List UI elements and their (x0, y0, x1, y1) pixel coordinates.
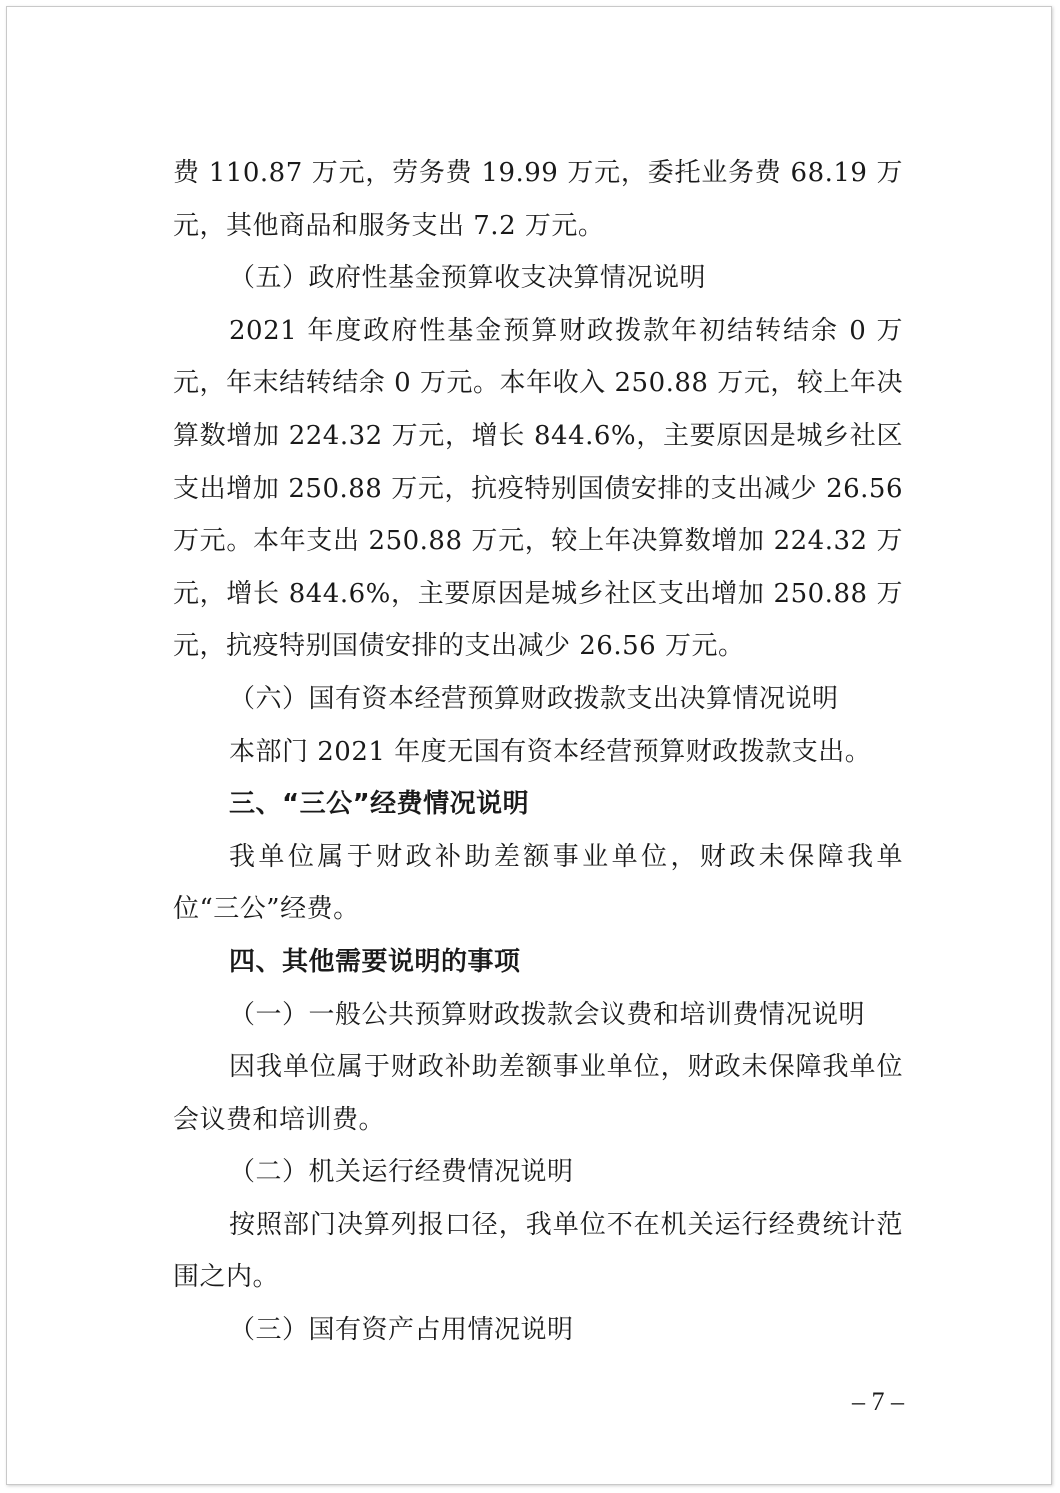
paragraph-state-capital: 本部门 2021 年度无国有资本经营预算财政拨款支出。 (229, 736, 872, 767)
page (6, 6, 1052, 1485)
subheading-state-assets: （三）国有资产占用情况说明 (229, 1315, 574, 1346)
subheading-operating-expenses: （二）机关运行经费情况说明 (229, 1157, 574, 1188)
subheading-meeting-training: （一）一般公共预算财政拨款会议费和培训费情况说明 (229, 999, 866, 1030)
subheading-state-capital: （六）国有资本经营预算财政拨款支出决算情况说明 (229, 683, 839, 714)
paragraph-meeting-training: 因我单位属于财政补助差额事业单位，财政未保障我单位会议费和培训费。 (173, 1052, 903, 1135)
paragraph-expense-continuation: 费 110.87 万元，劳务费 19.99 万元，委托业务费 68.19 万元，其他商品和服务支出 7.2 万元。 (173, 158, 903, 241)
paragraph-three-public: 我单位属于财政补助差额事业单位，财政未保障我单位“三公”经费。 (173, 841, 903, 925)
heading-other-matters: 四、其他需要说明的事项 (229, 946, 521, 977)
subheading-government-fund: （五）政府性基金预算收支决算情况说明 (229, 263, 707, 294)
page-number: – 7 – (852, 1387, 904, 1416)
paragraph-operating-expenses: 按照部门决算列报口径，我单位不在机关运行经费统计范围之内。 (173, 1209, 903, 1293)
document-body (173, 147, 903, 1357)
paragraph-government-fund: 2021 年度政府性基金预算财政拨款年初结转结余 0 万元，年末结转结余 0 万元。本年收入 250.88 万元，较上年决算数增加 224.32 万元，增长 844.6%，主要原因是城乡社区支出增加 250.88 万元，抗疫特别国债安排的支出减少 26.56 万元。本年支出 250.88 万元，较上年决算数增加 224.32 万元，增长 844.6%，主要原因是城乡社区支出增加 250.88 万元，抗疫特别国债安排的支出减少 26.56 万元。 (173, 315, 903, 662)
heading-three-public: 三、“三公”经费情况说明 (229, 789, 530, 820)
